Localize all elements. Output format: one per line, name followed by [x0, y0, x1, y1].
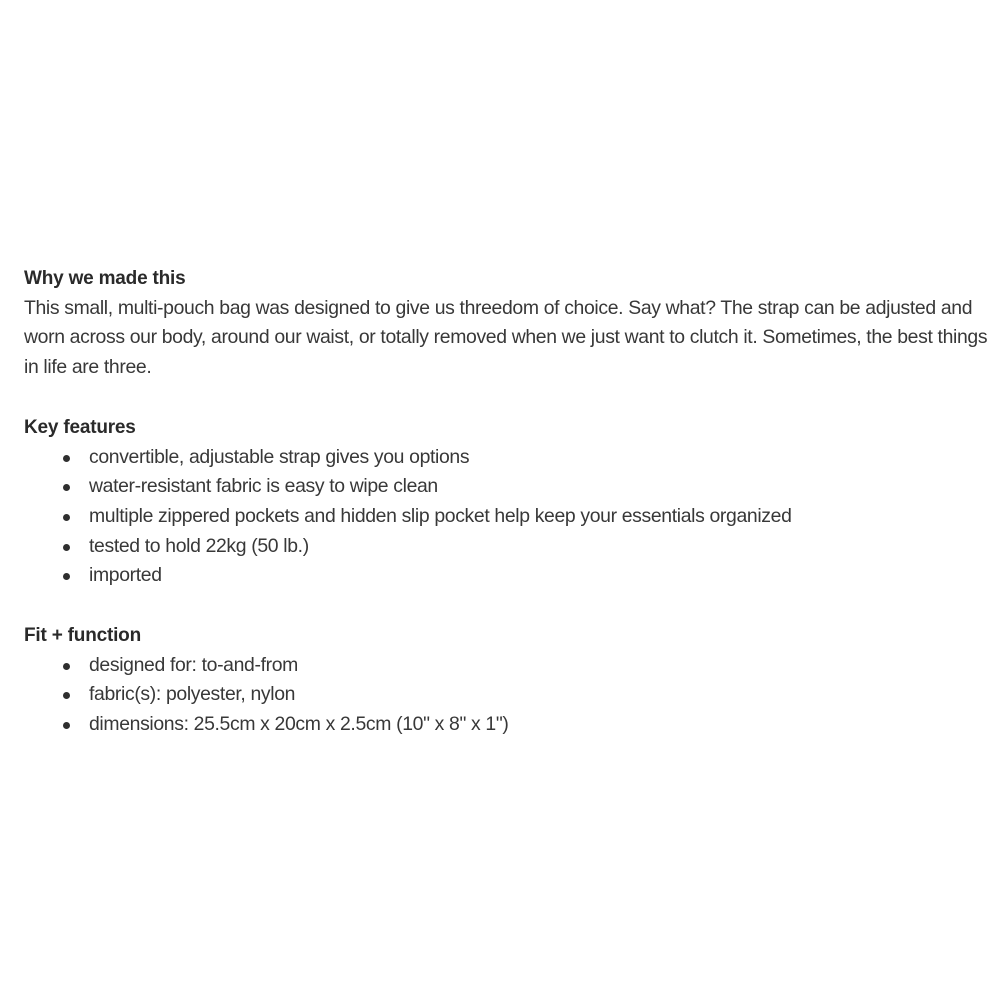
section-title-why: Why we made this	[24, 268, 186, 289]
why-we-made-this-section	[24, 264, 994, 383]
list-item-text: dimensions: 25.5cm x 20cm x 2.5cm (10" x 8" x 1")	[89, 713, 509, 736]
list-item	[24, 443, 994, 473]
section-title-fit-function: Fit + function	[24, 625, 141, 647]
list-item	[24, 680, 994, 710]
list-item-text: convertible, adjustable strap gives you options	[89, 445, 470, 468]
list-item-text: imported	[89, 564, 162, 587]
list-item-text: water-resistant fabric is easy to wipe clean	[89, 475, 438, 498]
list-item	[24, 561, 994, 591]
list-item	[24, 502, 994, 532]
list-item	[24, 651, 994, 681]
section-title-key-features: Key features	[24, 416, 136, 438]
bullet-icon	[63, 573, 70, 580]
list-item-text: designed for: to-and-from	[89, 653, 298, 676]
bullet-icon	[63, 514, 70, 521]
bullet-icon	[63, 484, 70, 491]
bullet-icon	[63, 722, 70, 729]
list-item	[24, 472, 994, 502]
bullet-icon	[63, 663, 70, 670]
why-paragraph: This small, multi-pouch bag was designed to give us threedom of choice. Say what? The strap can be adjusted and worn across our body, around our waist, or totally removed when we just want to clutch it. Sometimes, the best things in life are three.	[24, 296, 988, 379]
product-description	[24, 264, 994, 770]
bullet-icon	[63, 544, 70, 551]
bullet-icon	[63, 692, 70, 699]
list-item-text: tested to hold 22kg (50 lb.)	[89, 534, 309, 557]
list-item	[24, 532, 994, 562]
key-features-list	[24, 443, 994, 592]
fit-function-list	[24, 651, 994, 740]
list-item	[24, 710, 994, 740]
key-features-section	[24, 413, 994, 591]
bullet-icon	[63, 455, 70, 462]
fit-function-section	[24, 621, 994, 740]
list-item-text: multiple zippered pockets and hidden slip pocket help keep your essentials organized	[89, 504, 792, 527]
list-item-text: fabric(s): polyester, nylon	[89, 683, 296, 706]
